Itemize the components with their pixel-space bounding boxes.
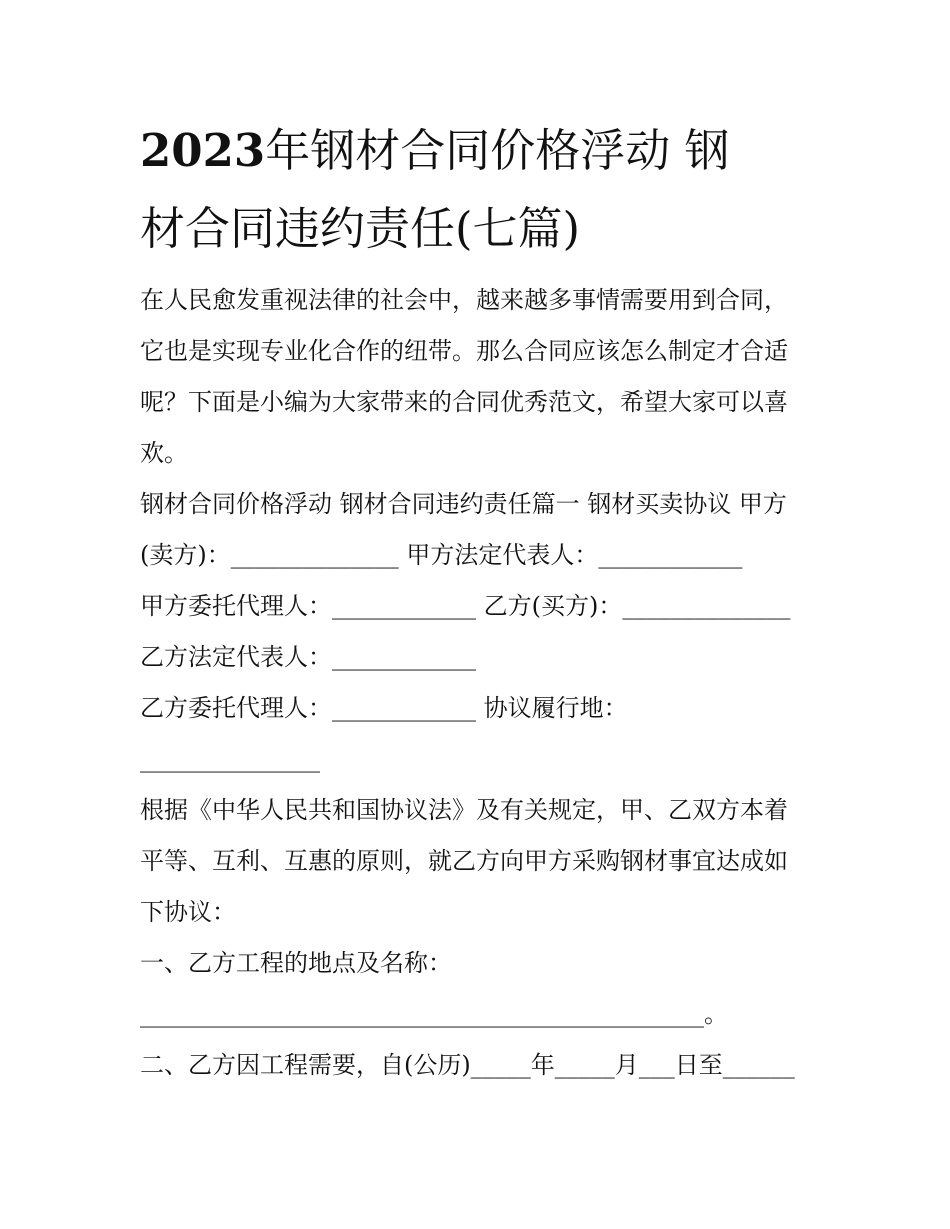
intro-line: 它也是实现专业化合作的纽带。那么合同应该怎么制定才合适 bbox=[140, 337, 788, 365]
title-line-2: 材合同违约责任(七篇) bbox=[140, 202, 581, 255]
preamble-line: 平等、互利、互惠的原则，就乙方向甲方采购钢材事宜达成如 bbox=[140, 847, 788, 875]
title-line-1 bbox=[140, 112, 830, 190]
title-year: 2023 bbox=[140, 124, 266, 177]
intro-line: 在人民愈发重视法律的社会中，越来越多事情需要用到合同， bbox=[140, 286, 788, 314]
contract-heading-line: 钢材合同价格浮动 钢材合同违约责任篇一 钢材买卖协议 甲方 bbox=[140, 490, 787, 518]
intro-line: 欢。 bbox=[140, 439, 188, 467]
party-a-seller-line: (卖方)：______________ 甲方法定代表人：____________ bbox=[140, 541, 743, 569]
party-b-representative-line: 乙方法定代表人：____________ bbox=[140, 643, 476, 671]
contract-section bbox=[140, 479, 830, 1091]
clause-1-blank: _______________________________________________。 bbox=[140, 1000, 728, 1028]
clause-2-line: 二、乙方因工程需要，自(公历)_____年_____月___日至______ bbox=[140, 1051, 795, 1079]
document-body bbox=[140, 275, 830, 1091]
preamble-line: 根据《中华人民共和国协议法》及有关规定，甲、乙双方本着 bbox=[140, 796, 788, 824]
preamble-line: 下协议： bbox=[140, 898, 236, 926]
title-line-1-text: 年钢材合同价格浮动 钢 bbox=[265, 124, 730, 177]
intro-line: 呢？下面是小编为大家带来的合同优秀范文，希望大家可以喜 bbox=[140, 388, 788, 416]
place-of-performance-blank: _______________ bbox=[140, 745, 320, 773]
clause-1-heading: 一、乙方工程的地点及名称： bbox=[140, 949, 452, 977]
intro-paragraph bbox=[140, 275, 830, 479]
document-title bbox=[140, 112, 830, 268]
party-b-agent-line: 乙方委托代理人：____________ 协议履行地： bbox=[140, 694, 628, 722]
party-a-agent-line: 甲方委托代理人：____________ 乙方(买方)：______________ bbox=[140, 592, 791, 620]
